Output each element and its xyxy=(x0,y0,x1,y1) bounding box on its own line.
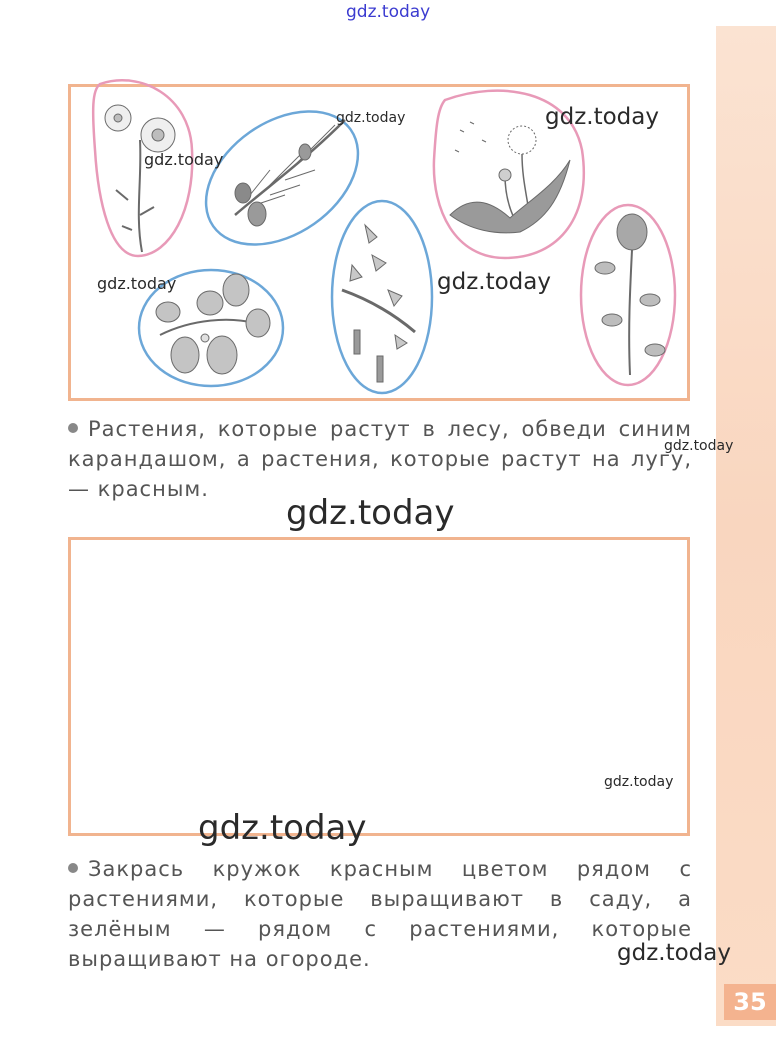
watermark: gdz.today xyxy=(545,104,659,130)
bullet-icon xyxy=(68,863,78,873)
page-number: 35 xyxy=(724,984,776,1020)
dandelion-icon xyxy=(450,122,570,233)
garden-panel xyxy=(68,537,690,836)
watermark: gdz.today xyxy=(336,110,406,126)
watermark: gdz.today xyxy=(604,774,674,790)
header-watermark: gdz.today xyxy=(346,2,431,22)
watermark: gdz.today xyxy=(198,808,367,848)
task-2 xyxy=(68,854,692,974)
watermark: gdz.today xyxy=(617,940,731,966)
task-2-text: Закрась кружок красным цветом рядом с растениями, которые выращивают в саду, а зелёным — рядом с растениями, которые выращивают на огороде. xyxy=(68,857,692,971)
task-1 xyxy=(68,414,692,504)
task-1-text: Растения, которые растут в лесу, обведи синим карандашом, а растения, которые растут на лугу, — красным. xyxy=(68,417,692,501)
pine-branch-icon xyxy=(235,120,345,226)
watermark: gdz.today xyxy=(437,269,551,295)
chamomile-icon xyxy=(105,105,175,252)
bullet-icon xyxy=(68,423,78,433)
watermark: gdz.today xyxy=(286,493,455,533)
watermark: gdz.today xyxy=(97,274,177,293)
watermark: gdz.today xyxy=(664,438,734,454)
clover-icon xyxy=(595,214,665,375)
birch-branch-icon xyxy=(342,225,415,382)
watermark: gdz.today xyxy=(144,150,224,169)
